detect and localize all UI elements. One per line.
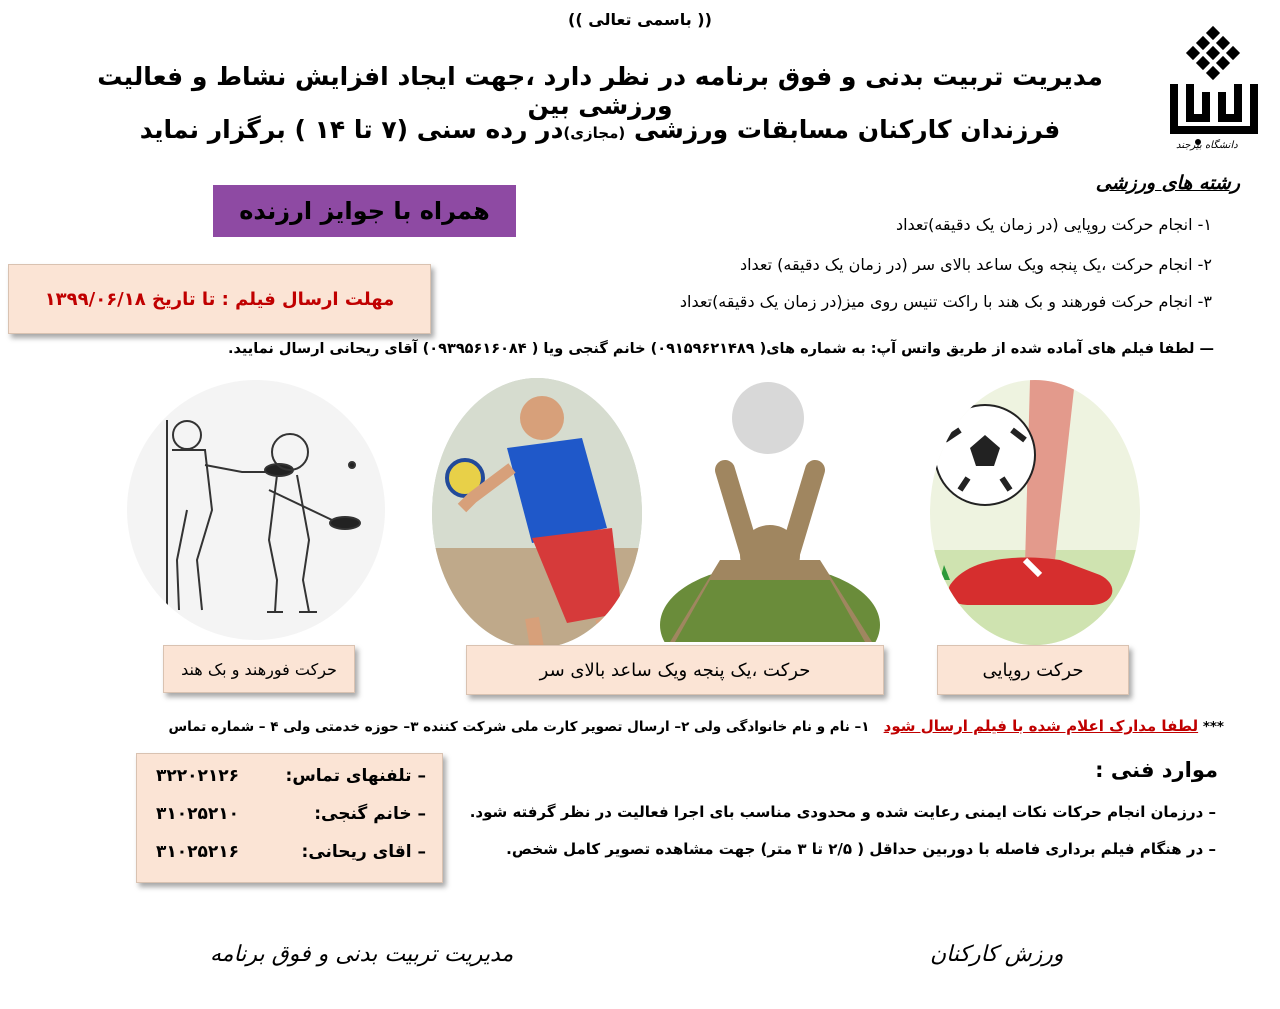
- documents-stars: ***: [1202, 719, 1224, 735]
- volleyball-set-illustration: [650, 380, 890, 642]
- documents-list: ۱– نام و نام خانوادگی ولی ۲– ارسال تصویر کارت ملی شرکت کننده ۳– حوزه خدمتی ولی ۴ – شماره تماس: [168, 719, 870, 735]
- documents-requirements: [168, 717, 1224, 735]
- logo-caption: دانشگاه بیرجند: [1176, 140, 1238, 151]
- sport-item-3: ۳- انجام حرکت فورهند و بک هند با راکت تنیس روی میز(در زمان یک دقیقه)تعداد: [679, 292, 1212, 311]
- technical-item-2: – در هنگام فیلم برداری فاصله با دوربین حداقل ( ۲/۵ تا ۳ متر) جهت مشاهده تصویر کامل شخص.: [506, 840, 1216, 858]
- caption-volleyball: حرکت ،یک پنجه ویک ساعد بالای سر: [466, 645, 884, 695]
- signature-staff-sports: ورزش کارکنان: [930, 942, 1064, 967]
- contact-row: [156, 842, 426, 862]
- overhead-pass-icon: [650, 380, 890, 642]
- virtual-label: (مجازی): [563, 124, 626, 142]
- announcement-line-2c: در رده سنی (۷ تا ۱۴ ) برگزار نماید: [139, 115, 564, 144]
- contact-label: – اقای ریحانی:: [301, 842, 426, 862]
- soccer-ball-icon: [930, 380, 1140, 645]
- table-tennis-illustration: [127, 380, 385, 640]
- contact-value: ۳۱۰۲۵۲۱۰: [156, 804, 240, 824]
- table-tennis-icon: [127, 380, 385, 640]
- send-instructions: — لطفا فیلم های آماده شده از طریق واتس آپ: به شماره های( ۰۹۱۵۹۶۲۱۴۸۹) خانم گنجی ویا ( ۰۹۳۹۵۶۱۶۰۸۴) آقای ریحانی ارسال نمایید.: [228, 341, 1214, 357]
- contact-value: ۳۲۲۰۲۱۲۶: [156, 766, 240, 786]
- documents-highlight: لطفا مدارک اعلام شده با فیلم ارسال شود: [883, 717, 1199, 735]
- football-juggling-illustration: [930, 380, 1140, 645]
- contact-row: [156, 804, 426, 824]
- basmala-heading: (( باسمی تعالی )): [568, 10, 712, 29]
- caption-juggling: حرکت روپایی: [937, 645, 1129, 695]
- prize-banner: همراه با جوایز ارزنده: [213, 185, 516, 237]
- contact-row: [156, 766, 426, 786]
- deadline-box: مهلت ارسال فیلم : تا تاریخ ۱۳۹۹/۰۶/۱۸: [8, 264, 431, 334]
- announcement-line-2: [60, 115, 1140, 144]
- contact-box: [136, 753, 443, 883]
- volleyball-dig-illustration: [432, 378, 642, 648]
- contact-value: ۳۱۰۲۵۲۱۶: [156, 842, 240, 862]
- signature-physical-education: مدیریت تربیت بدنی و فوق برنامه: [210, 942, 514, 967]
- technical-title: موارد فنی :: [1095, 758, 1218, 782]
- volleyball-player-icon: [432, 378, 642, 648]
- sports-title: رشته های ورزشی: [1095, 172, 1240, 194]
- caption-table-tennis: حرکت فورهند و بک هند: [163, 645, 355, 693]
- sport-item-1: ۱- انجام حرکت روپایی (در زمان یک دقیقه)تعداد: [895, 215, 1212, 234]
- sport-item-2: ۲- انجام حرکت ،یک پنجه ویک ساعد بالای سر (در زمان یک دقیقه) تعداد: [739, 255, 1212, 274]
- announcement-line-1: مدیریت تربیت بدنی و فوق برنامه در نظر دارد ،جهت ایجاد افزایش نشاط و فعالیت ورزشی بین: [97, 62, 1103, 120]
- contact-label: – خانم گنجی:: [314, 804, 426, 824]
- technical-item-1: – درزمان انجام حرکات نکات ایمنی رعایت شده و محدودی مناسب بای اجرا فعالیت در نظر گرفته شود.: [469, 803, 1216, 821]
- announcement-line-2a: فرزندان کارکنان مسابقات ورزشی: [625, 115, 1061, 144]
- birjand-university-logo: [1168, 22, 1264, 162]
- contact-label: – تلفنهای تماس:: [285, 766, 426, 786]
